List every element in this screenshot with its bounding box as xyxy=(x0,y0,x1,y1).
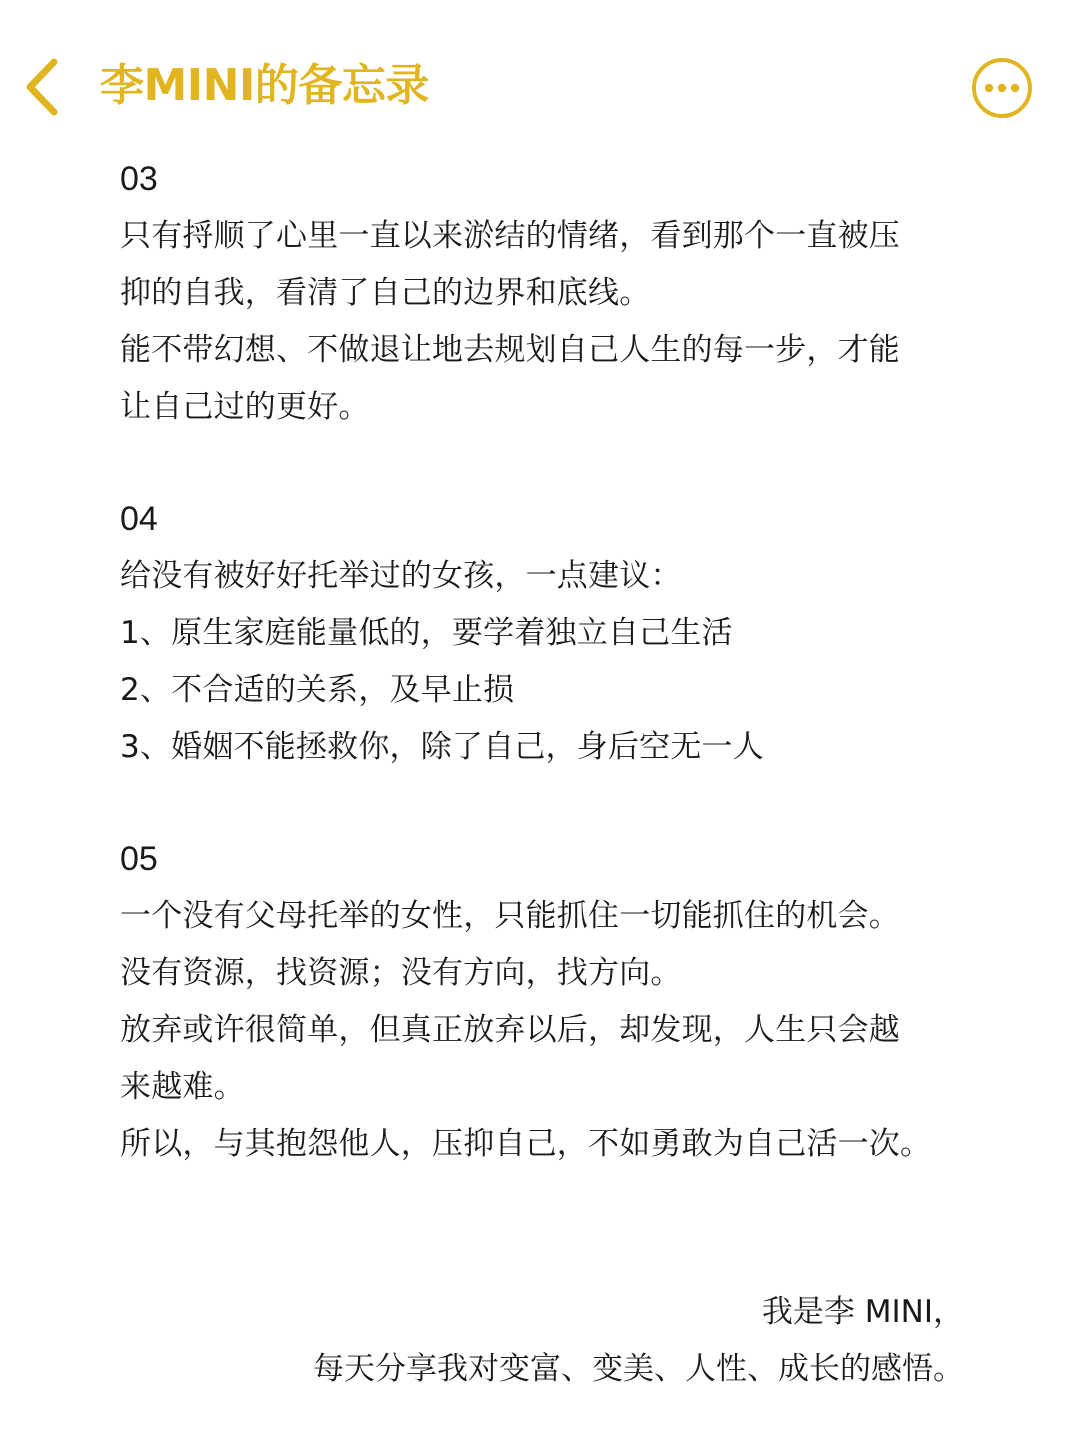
text-line: 来越难。 xyxy=(120,1069,245,1105)
text-line: 抑的自我，看清了自己的边界和底线。 xyxy=(120,275,651,311)
text-line: 给没有被好好托举过的女孩，一点建议： xyxy=(120,558,682,594)
list-item: 1、原生家庭能量低的，要学着独立自己生活 xyxy=(120,615,733,651)
text-line: 所以，与其抱怨他人，压抑自己，不如勇敢为自己活一次。 xyxy=(120,1126,932,1162)
text-line: 一个没有父母托举的女性，只能抓住一切能抓住的机会。 xyxy=(120,898,900,934)
note-section-04 xyxy=(120,490,980,776)
note-section-03 xyxy=(120,150,980,436)
section-number: 03 xyxy=(120,160,158,198)
page-title: 李MINI的备忘录 xyxy=(100,60,429,111)
note-body xyxy=(120,150,980,1173)
more-horizontal-circle-icon xyxy=(970,56,1034,120)
section-number: 04 xyxy=(120,500,158,538)
text-line: 能不带幻想、不做退让地去规划自己人生的每一步，才能 xyxy=(120,332,900,368)
text-line: 让自己过的更好。 xyxy=(120,389,370,425)
signature-line: 我是李 MINI， xyxy=(761,1294,964,1330)
header-bar xyxy=(0,0,1080,170)
note-section-05 xyxy=(120,830,980,1173)
text-line: 没有资源，找资源；没有方向，找方向。 xyxy=(120,955,682,991)
text-line: 只有捋顺了心里一直以来淤结的情绪，看到那个一直被压 xyxy=(120,218,900,254)
back-button[interactable] xyxy=(14,52,74,122)
list-item: 2、不合适的关系，及早止损 xyxy=(120,672,515,708)
author-signature xyxy=(313,1284,964,1398)
more-options-button[interactable] xyxy=(970,56,1034,120)
chevron-left-icon xyxy=(14,52,74,122)
signature-line: 每天分享我对变富、变美、人性、成长的感悟。 xyxy=(313,1351,964,1387)
text-line: 放弃或许很简单，但真正放弃以后，却发现，人生只会越 xyxy=(120,1012,900,1048)
section-number: 05 xyxy=(120,840,158,878)
list-item: 3、婚姻不能拯救你，除了自己，身后空无一人 xyxy=(120,729,764,765)
